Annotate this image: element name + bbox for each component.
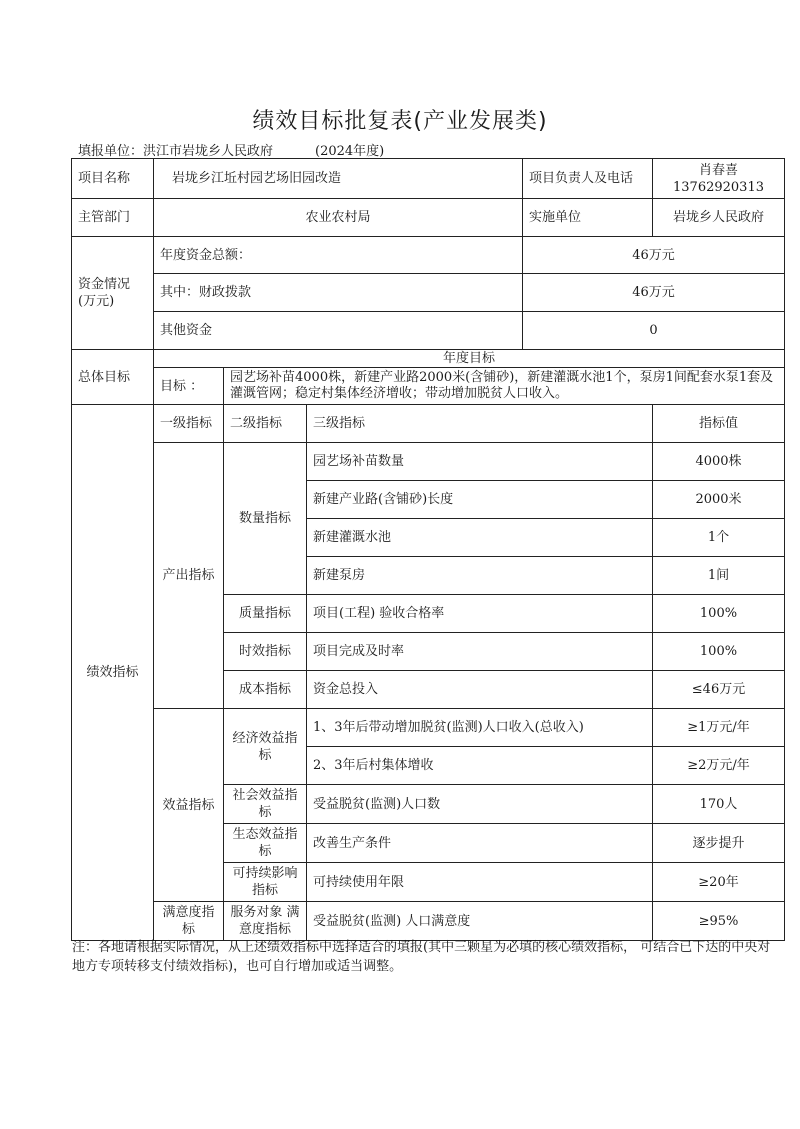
perf-h2: 二级指标 bbox=[224, 405, 307, 443]
table-row bbox=[72, 237, 785, 274]
impl: 岩垅乡人民政府 bbox=[653, 199, 785, 237]
owner-phone: 13762920313 bbox=[673, 179, 764, 195]
quality-value: 100% bbox=[653, 595, 785, 633]
funds-fiscal: 46万元 bbox=[523, 274, 785, 312]
report-year: (2024年度) bbox=[315, 144, 385, 159]
page-title: 绩效目标批复表(产业发展类) bbox=[252, 109, 548, 134]
table-row bbox=[72, 312, 785, 350]
table-row bbox=[72, 368, 785, 405]
econ2-name: 2、3年后村集体增收 bbox=[307, 747, 653, 785]
fill-unit-row bbox=[78, 140, 384, 159]
project-name: 岩垅乡江坵村园艺场旧园改造 bbox=[154, 159, 523, 199]
owner-cell bbox=[653, 159, 785, 199]
econ1-value: ≥1万元/年 bbox=[653, 709, 785, 747]
funds-total-label: 年度资金总额： bbox=[154, 237, 523, 274]
q4-name: 新建泵房 bbox=[307, 557, 653, 595]
impl-label: 实施单位 bbox=[523, 199, 653, 237]
satisfaction-value: ≥95% bbox=[653, 902, 785, 941]
fill-unit: 填报单位：洪江市岩垅乡人民政府 bbox=[78, 144, 274, 159]
service-label: 服务对象 满意度指标 bbox=[224, 902, 307, 941]
annual-target-label: 年度目标 bbox=[154, 350, 785, 368]
funds-fiscal-label: 其中：财政拨款 bbox=[154, 274, 523, 312]
overall-label: 总体目标 bbox=[72, 350, 154, 405]
cost-label: 成本指标 bbox=[224, 671, 307, 709]
social-value: 170人 bbox=[653, 785, 785, 824]
econ-label: 经济效益指标 bbox=[224, 709, 307, 785]
table-row bbox=[72, 709, 785, 747]
output-label: 产出指标 bbox=[154, 443, 224, 709]
social-name: 受益脱贫(监测)人口数 bbox=[307, 785, 653, 824]
funds-other-label: 其他资金 bbox=[154, 312, 523, 350]
eco-value: 逐步提升 bbox=[653, 824, 785, 863]
target-text: 园艺场补苗4000株，新建产业路2000米(含铺砂)，新建灌溉水池1个，泵房1间配套水泵1套及灌溉管网；稳定村集体经济增收；带动增加脱贫人口收入。 bbox=[224, 368, 785, 405]
q3-value: 1个 bbox=[653, 519, 785, 557]
perf-h4: 指标值 bbox=[653, 405, 785, 443]
sustain-name: 可持续使用年限 bbox=[307, 863, 653, 902]
owner-name: 肖春喜 bbox=[698, 162, 738, 178]
perf-h1: 一级指标 bbox=[154, 405, 224, 443]
dept-label: 主管部门 bbox=[72, 199, 154, 237]
table-row bbox=[72, 405, 785, 443]
eco-label: 生态效益指标 bbox=[224, 824, 307, 863]
perf-h3: 三级指标 bbox=[307, 405, 653, 443]
table-row bbox=[72, 199, 785, 237]
owner-label: 项目负责人及电话 bbox=[523, 159, 653, 199]
timely-value: 100% bbox=[653, 633, 785, 671]
satisfaction-name: 受益脱贫(监测) 人口满意度 bbox=[307, 902, 653, 941]
satisfaction-label: 满意度指标 bbox=[154, 902, 224, 941]
project-name-label: 项目名称 bbox=[72, 159, 154, 199]
table-row bbox=[72, 350, 785, 368]
q2-value: 2000米 bbox=[653, 481, 785, 519]
dept: 农业农村局 bbox=[154, 199, 523, 237]
perf-label: 绩效指标 bbox=[72, 405, 154, 941]
timely-label: 时效指标 bbox=[224, 633, 307, 671]
table-row bbox=[72, 274, 785, 312]
quantity-label: 数量指标 bbox=[224, 443, 307, 595]
quality-label: 质量指标 bbox=[224, 595, 307, 633]
table-row bbox=[72, 159, 785, 199]
social-label: 社会效益指标 bbox=[224, 785, 307, 824]
cost-value: ≤46万元 bbox=[653, 671, 785, 709]
q2-name: 新建产业路(含铺砂)长度 bbox=[307, 481, 653, 519]
timely-name: 项目完成及时率 bbox=[307, 633, 653, 671]
table-row bbox=[72, 443, 785, 481]
target-label: 目标 ： bbox=[154, 368, 224, 405]
quality-name: 项目(工程) 验收合格率 bbox=[307, 595, 653, 633]
eco-name: 改善生产条件 bbox=[307, 824, 653, 863]
econ2-value: ≥2万元/年 bbox=[653, 747, 785, 785]
q3-name: 新建灌溉水池 bbox=[307, 519, 653, 557]
sustain-value: ≥20年 bbox=[653, 863, 785, 902]
cost-name: 资金总投入 bbox=[307, 671, 653, 709]
funds-other: 0 bbox=[523, 312, 785, 350]
benefit-label: 效益指标 bbox=[154, 709, 224, 902]
footnote: 注：各地请根据实际情况，从上述绩效指标中选择适合的填报(其中三颗星为必填的核心绩效指标， 可结合已下达的中央对地方专项转移支付绩效指标)，也可自行增加或适当调整。 bbox=[72, 940, 771, 974]
funds-label: 资金情况(万元) bbox=[72, 237, 154, 350]
q4-value: 1间 bbox=[653, 557, 785, 595]
econ1-name: 1、3年后带动增加脱贫(监测)人口收入(总收入) bbox=[307, 709, 653, 747]
funds-total: 46万元 bbox=[523, 237, 785, 274]
q1-value: 4000株 bbox=[653, 443, 785, 481]
q1-name: 园艺场补苗数量 bbox=[307, 443, 653, 481]
table-row bbox=[72, 902, 785, 941]
approval-form-table bbox=[71, 158, 785, 941]
sustain-label: 可持续影响指标 bbox=[224, 863, 307, 902]
